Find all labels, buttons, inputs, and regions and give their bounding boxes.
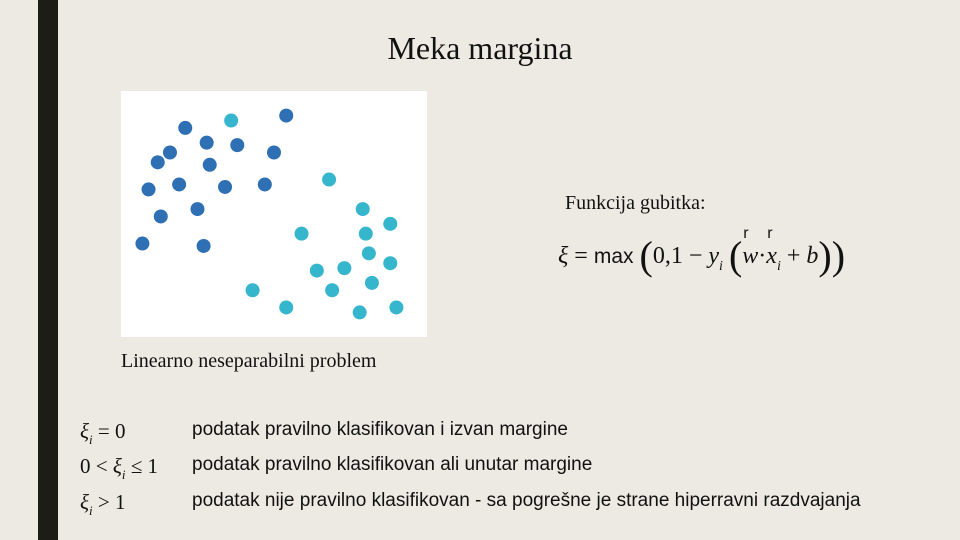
formula-close2: ) bbox=[818, 233, 832, 278]
formula-x: x bbox=[766, 243, 777, 269]
condition-3-text: podatak nije pravilno klasifikovan - sa pogrešne je strane hiperravni razdvajanja bbox=[192, 490, 861, 511]
formula-y: y bbox=[708, 243, 720, 269]
scatter-point-dark-0 bbox=[279, 109, 293, 123]
loss-formula bbox=[558, 225, 846, 280]
scatter-point-light-14 bbox=[353, 305, 367, 319]
scatter-point-dark-14 bbox=[135, 237, 149, 251]
condition-relation: ≤ 1 bbox=[125, 454, 158, 478]
scatter-point-light-1 bbox=[322, 173, 336, 187]
scatter-point-dark-13 bbox=[191, 202, 205, 216]
formula-inner: 0,1 − bbox=[652, 243, 703, 269]
scatter-point-light-5 bbox=[359, 227, 373, 241]
scatter-point-light-13 bbox=[279, 300, 293, 314]
plot-caption: Linearno neseparabilni problem bbox=[121, 350, 377, 372]
formula-open2: ( bbox=[728, 233, 743, 278]
condition-prefix: 0 < bbox=[80, 454, 113, 478]
condition-3 bbox=[80, 490, 125, 519]
condition-sub: i bbox=[121, 467, 126, 482]
formula-dot: · bbox=[758, 243, 767, 269]
formula-xi: ξ bbox=[558, 243, 569, 269]
scatter-point-light-2 bbox=[356, 202, 370, 216]
condition-xi: ξ bbox=[80, 419, 89, 443]
formula-w-vector bbox=[742, 225, 759, 270]
condition-2-text: podatak pravilno klasifikovan ali unutar margine bbox=[192, 454, 593, 475]
scatter-point-light-11 bbox=[246, 283, 260, 297]
formula-lparen: ( bbox=[639, 233, 653, 278]
scatter-point-dark-12 bbox=[154, 209, 168, 223]
formula-x-vector bbox=[766, 225, 777, 270]
formula-plus: + bbox=[786, 243, 801, 269]
scatter-point-light-0 bbox=[224, 114, 238, 128]
scatter-point-dark-10 bbox=[218, 180, 232, 194]
scatter-point-dark-2 bbox=[200, 136, 214, 150]
formula-max: max bbox=[593, 245, 634, 268]
scatter-point-light-10 bbox=[365, 276, 379, 290]
scatter-plot bbox=[121, 91, 427, 337]
scatter-point-dark-4 bbox=[151, 155, 165, 169]
side-accent-bar bbox=[38, 0, 58, 540]
scatter-point-light-15 bbox=[389, 300, 403, 314]
formula-w: w bbox=[742, 243, 759, 269]
scatter-plot-svg bbox=[121, 91, 427, 337]
loss-function-label: Funkcija gubitka: bbox=[565, 192, 706, 214]
formula-w-arrow: r bbox=[743, 225, 749, 242]
condition-sub: i bbox=[89, 432, 93, 447]
formula-x-arrow: r bbox=[767, 225, 773, 242]
scatter-point-dark-8 bbox=[142, 182, 156, 196]
condition-2 bbox=[80, 454, 158, 483]
scatter-point-dark-7 bbox=[267, 146, 281, 160]
scatter-point-light-6 bbox=[362, 246, 376, 260]
scatter-point-dark-9 bbox=[172, 177, 186, 191]
scatter-point-light-3 bbox=[383, 217, 397, 231]
formula-eq: = bbox=[574, 243, 588, 269]
condition-xi: ξ bbox=[112, 454, 122, 478]
formula-x-sub: i bbox=[776, 259, 781, 274]
formula-y-sub: i bbox=[719, 259, 723, 274]
condition-xi: ξ bbox=[80, 490, 89, 514]
scatter-point-dark-6 bbox=[203, 158, 217, 172]
scatter-point-light-8 bbox=[337, 261, 351, 275]
formula-rparen: ) bbox=[831, 233, 846, 278]
slide-title: Meka margina bbox=[387, 30, 573, 66]
scatter-point-light-9 bbox=[383, 256, 397, 270]
scatter-point-dark-15 bbox=[197, 239, 211, 253]
condition-relation: > 1 bbox=[92, 490, 126, 514]
condition-1 bbox=[80, 419, 125, 448]
condition-relation: = 0 bbox=[92, 419, 126, 443]
condition-1-text: podatak pravilno klasifikovan i izvan margine bbox=[192, 419, 568, 440]
scatter-point-light-7 bbox=[310, 264, 324, 278]
scatter-point-dark-3 bbox=[230, 138, 244, 152]
scatter-point-dark-11 bbox=[258, 177, 272, 191]
scatter-point-light-4 bbox=[295, 227, 309, 241]
scatter-point-dark-5 bbox=[163, 146, 177, 160]
scatter-point-light-12 bbox=[325, 283, 339, 297]
condition-sub: i bbox=[89, 503, 93, 518]
formula-b: b bbox=[806, 243, 819, 269]
scatter-point-dark-1 bbox=[178, 121, 192, 135]
